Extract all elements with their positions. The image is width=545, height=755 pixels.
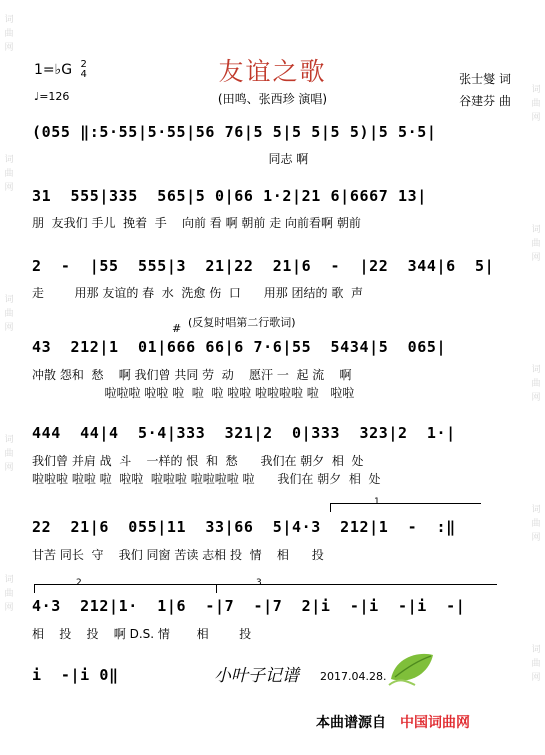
source-footer xyxy=(316,712,470,732)
repeat-note: (反复时唱第二行歌词) xyxy=(188,316,296,329)
watermark-char: 网 xyxy=(531,393,541,403)
watermark-char: 网 xyxy=(4,463,14,473)
watermark-char: 网 xyxy=(4,603,14,613)
watermark-char: 词 xyxy=(4,15,14,25)
watermark-char: 词 xyxy=(531,645,541,655)
watermark-char: 曲 xyxy=(4,169,14,179)
watermark-char: 词 xyxy=(531,505,541,515)
watermark-char: 曲 xyxy=(4,29,14,39)
watermark-char: 词 xyxy=(4,435,14,445)
notation-row-3: 2 - |55 555|3 21|22 21|6 - |22 344|6 5| xyxy=(32,257,495,275)
watermark-char: 词 xyxy=(4,155,14,165)
volta-number-1: 1 xyxy=(374,497,380,507)
watermark-char: 曲 xyxy=(4,589,14,599)
composer-credit: 谷建芬 曲 xyxy=(459,94,511,108)
source-label: 本曲谱源自 xyxy=(316,715,386,731)
watermark-char: 词 xyxy=(531,365,541,375)
lyricist-credit: 张士燮 词 xyxy=(459,72,511,86)
watermark-char: 网 xyxy=(4,43,14,53)
lyric-row-6: 甘苦 同长 守 我们 同窗 苦读 志相 投 情 相 投 xyxy=(32,548,324,562)
sharp-sign: # xyxy=(172,322,182,335)
volta-number-3: 3 xyxy=(256,578,262,588)
notation-row-7: 4·3 212|1· 1|6 -|7 -|7 2|i -|i -|i -| xyxy=(32,597,466,615)
lyric-row-5a: 我们曾 并肩 战 斗 一样的 恨 和 愁 我们在 朝夕 相 处 xyxy=(32,454,364,468)
transcriber-signature: 小叶子记谱 xyxy=(214,666,299,686)
watermark-char: 网 xyxy=(531,673,541,683)
notation-row-8: i -|i 0‖ xyxy=(32,666,119,684)
left-watermark xyxy=(2,0,16,755)
song-title: 友谊之歌 xyxy=(218,57,327,86)
time-bottom: 4 xyxy=(80,69,87,80)
right-watermark xyxy=(529,0,543,755)
watermark-char: 曲 xyxy=(4,309,14,319)
tempo-marking: ♩=126 xyxy=(34,90,70,103)
watermark-char: 词 xyxy=(4,575,14,585)
watermark-char: 曲 xyxy=(531,379,541,389)
watermark-char: 曲 xyxy=(4,449,14,459)
transcription-date: 2017.04.28. xyxy=(320,670,387,683)
watermark-char: 曲 xyxy=(531,659,541,669)
volta-bracket-2 xyxy=(34,584,240,593)
volta-number-2: 2 xyxy=(76,578,82,588)
notation-row-5: 444 44|4 5·4|333 321|2 0|333 323|2 1·| xyxy=(32,424,456,442)
site-link[interactable]: 中国词曲网 xyxy=(400,715,470,731)
lyric-row-3: 走 用那 友谊的 春 水 洗愈 伤 口 用那 团结的 歌 声 xyxy=(32,286,363,300)
notation-row-6: 22 21|6 055|11 33|66 5|4·3 212|1 - :‖ xyxy=(32,518,456,536)
key-label: 1=♭G xyxy=(34,62,73,78)
notation-row-2: 31 555|335 565|5 0|66 1·2|21 6|6667 13| xyxy=(32,187,427,205)
watermark-char: 网 xyxy=(4,183,14,193)
volta-bracket-1 xyxy=(330,503,481,512)
watermark-char: 网 xyxy=(531,533,541,543)
watermark-char: 曲 xyxy=(531,99,541,109)
watermark-char: 曲 xyxy=(531,519,541,529)
leaf-logo-icon xyxy=(385,647,437,689)
notation-row-1: (055 ‖:5·55|5·55|56 76|5 5|5 5|5 5)|5 5·5| xyxy=(32,123,437,141)
notation-row-4: 43 212|1 01|666 66|6 7·6|55 5434|5 065| xyxy=(32,338,447,356)
lyric-row-4b: 啦啦啦 啦啦 啦 啦 啦 啦啦 啦啦啦啦 啦 啦啦 xyxy=(32,386,355,400)
time-top: 2 xyxy=(80,59,87,70)
watermark-char: 曲 xyxy=(531,239,541,249)
watermark-char: 词 xyxy=(4,295,14,305)
watermark-char: 词 xyxy=(531,225,541,235)
watermark-char: 网 xyxy=(4,323,14,333)
performers: (田鸣、张西珍 演唱) xyxy=(217,92,328,106)
lyric-row-5b: 啦啦啦 啦啦 啦 啦啦 啦啦啦 啦啦啦啦 啦 我们在 朝夕 相 处 xyxy=(32,472,381,486)
watermark-char: 网 xyxy=(531,253,541,263)
lyric-row-2: 朋 友我们 手儿 挽着 手 向前 看 啊 朝前 走 向前看啊 朝前 xyxy=(32,216,361,230)
lyric-row-7: 相 投 投 啊 D.S. 情 相 投 xyxy=(32,627,252,641)
watermark-char: 词 xyxy=(531,85,541,95)
watermark-char: 网 xyxy=(531,113,541,123)
lyric-row-4a: 冲散 怨和 愁 啊 我们曾 共同 劳 动 愿汗 一 起 流 啊 xyxy=(32,368,352,382)
lyric-row-1: 同志 啊 xyxy=(32,152,309,166)
